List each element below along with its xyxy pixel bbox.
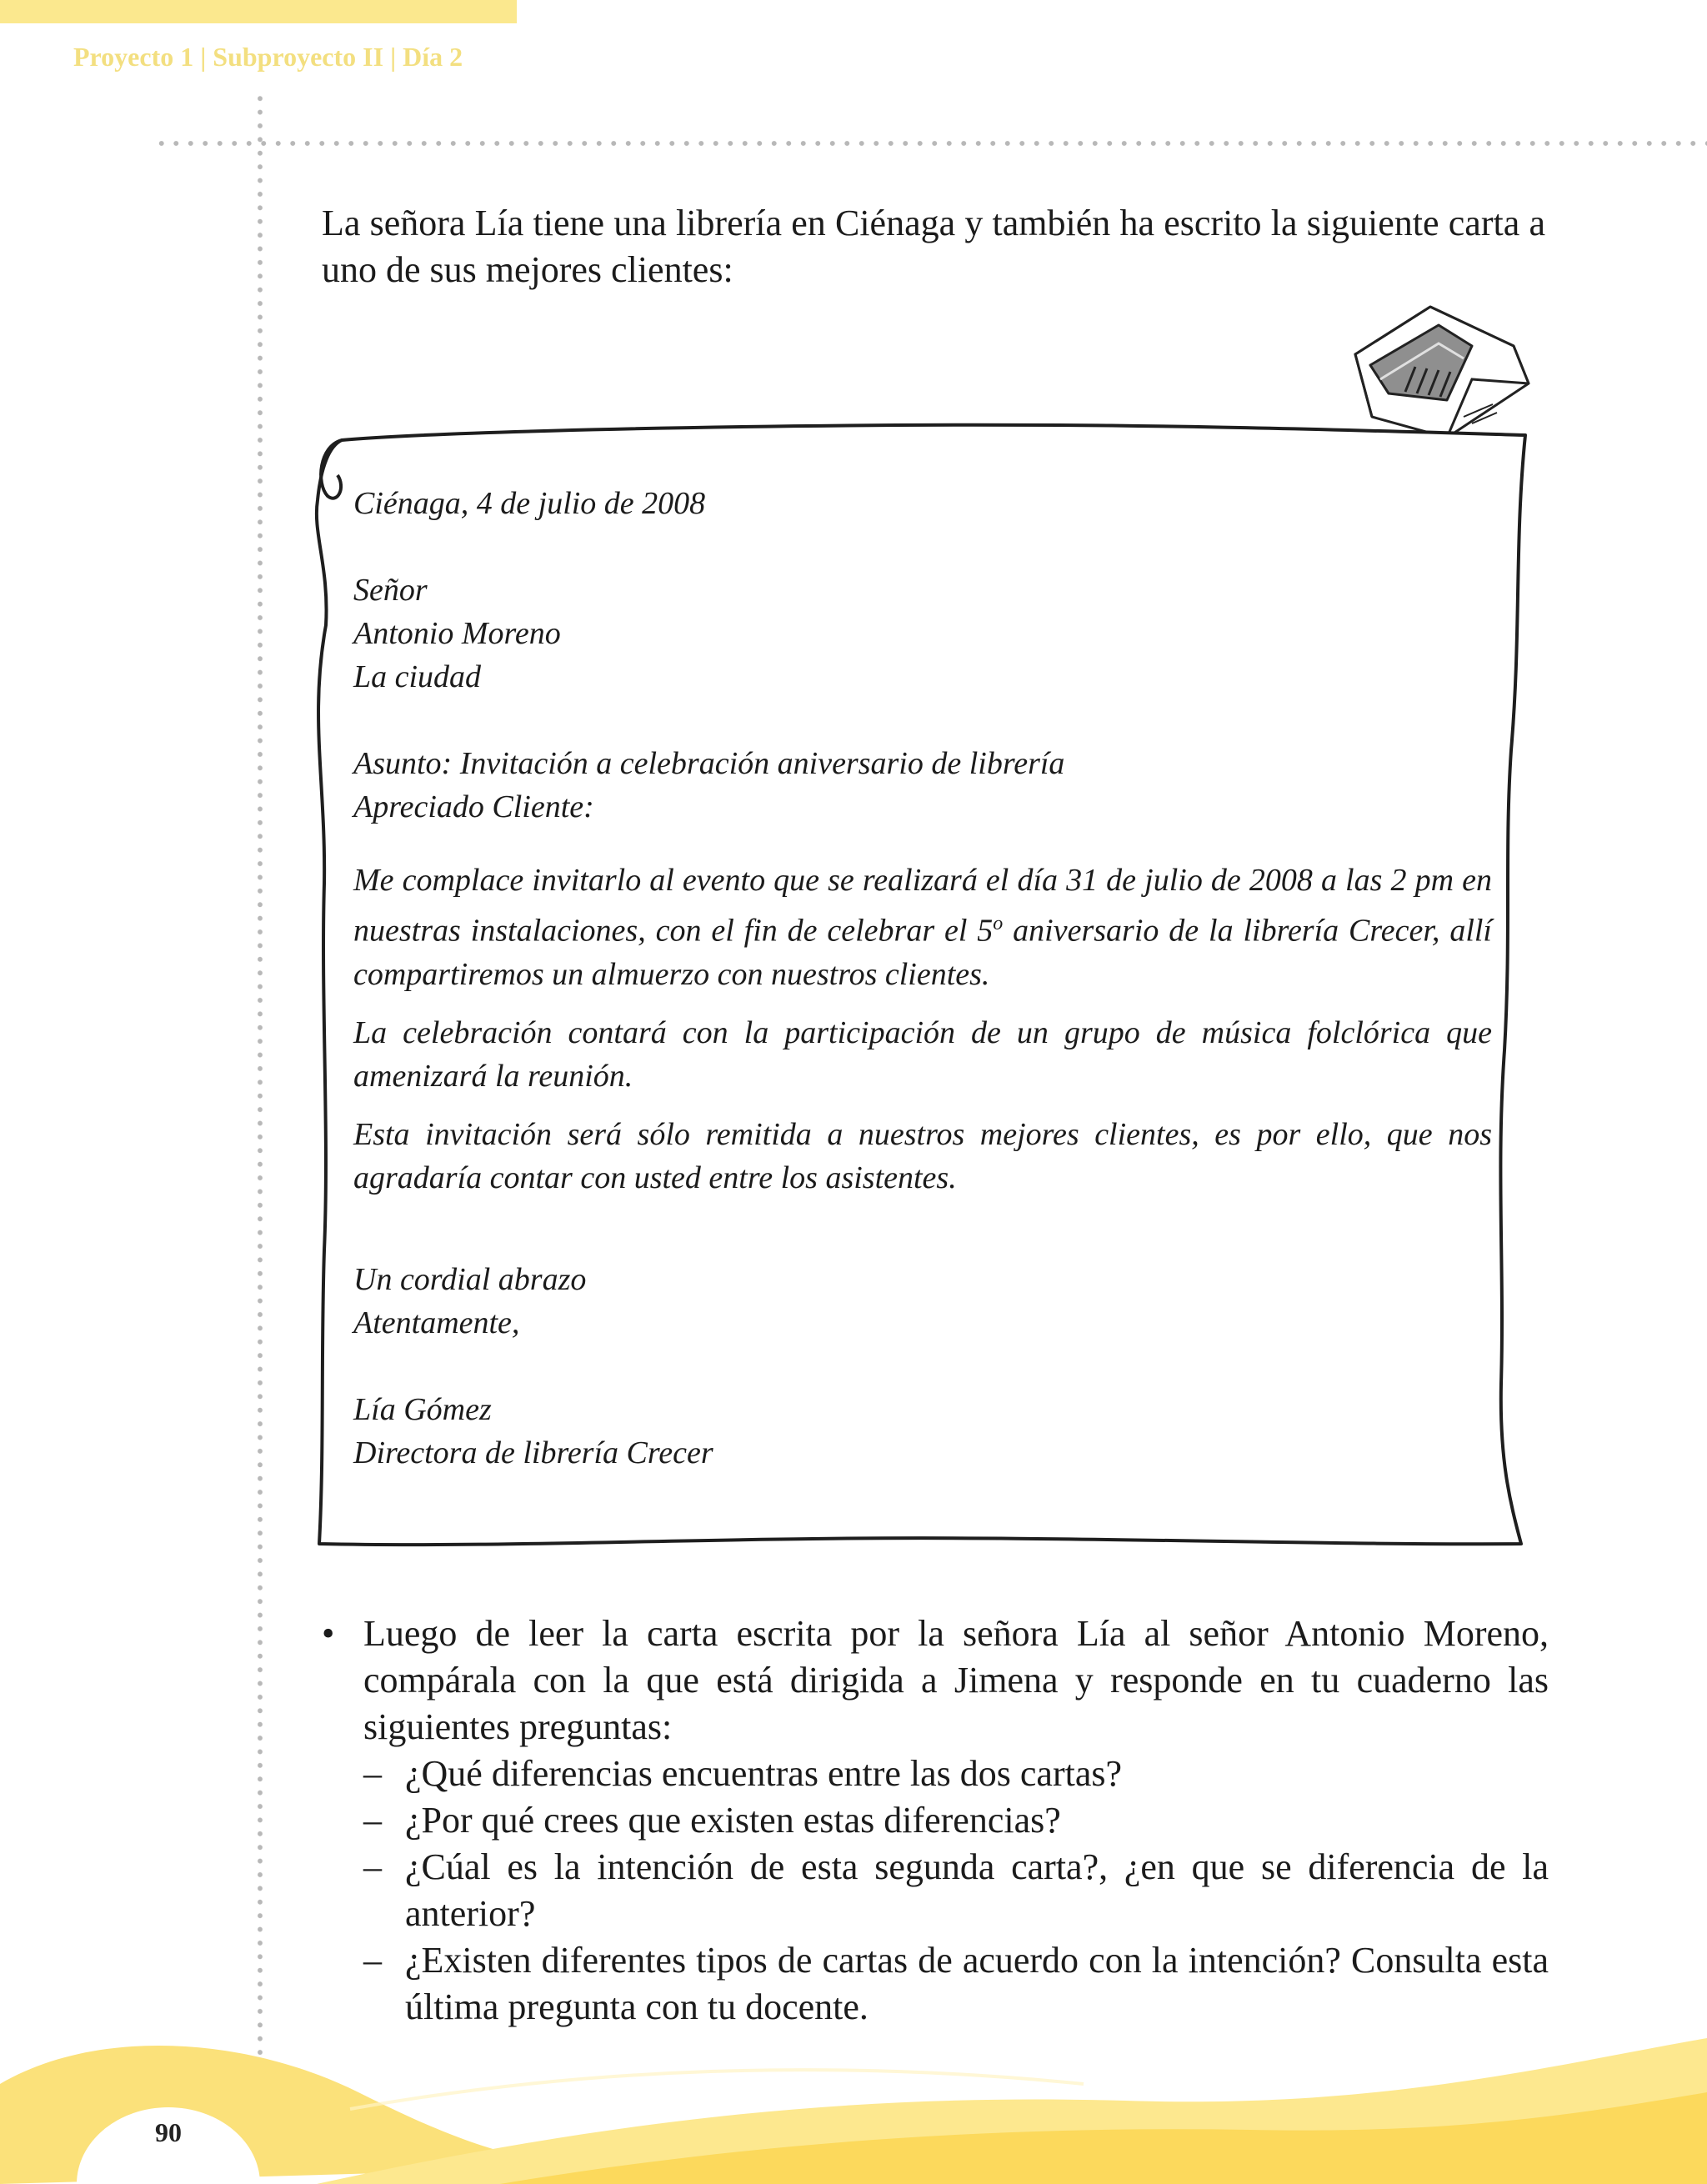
letter-recipient-line: Antonio Moreno xyxy=(353,616,561,651)
letter-signature-name: Lía Gómez xyxy=(353,1391,492,1427)
letter-paragraph: Me complace invitarlo al evento que se realizará el día 31 de julio de 2008 a las 2 pm en nuestras instalaciones, con el fin de celebrar el 5$^o$ aniversario de la librería Crecer, allí compartiremos un almuerzo con nuestros clientes. xyxy=(353,863,1492,992)
letter-salutation: Apreciado Cliente: xyxy=(353,789,594,824)
footer-wave-decoration xyxy=(0,2034,1707,2184)
letter-closing-line: Atentamente, xyxy=(353,1305,520,1340)
bullet-marker: • xyxy=(322,1613,335,1654)
dash-marker: – xyxy=(363,1800,382,1841)
intro-paragraph: La señora Lía tiene una librería en Ciénaga y también ha escrito la siguiente carta a uno de sus mejores clientes: xyxy=(322,203,1545,290)
letter xyxy=(353,482,1492,1475)
question-list xyxy=(322,1751,1549,2031)
questions-intro: • Luego de leer la carta escrita por la señora Lía al señor Antonio Moreno, compárala con la que está dirigida a Jimena y responde en tu cuaderno las siguientes preguntas: xyxy=(322,1610,1549,1751)
question-item: – ¿Cúal es la intención de esta segunda carta?, ¿en que se diferencia de la anterior? xyxy=(363,1844,1549,1937)
letter-paragraph: La celebración contará con la participación de un grupo de música folclórica que amenizará la reunión. xyxy=(353,1014,1492,1094)
question-item: – ¿Por qué crees que existen estas diferencias? xyxy=(363,1797,1549,1844)
dash-marker: – xyxy=(363,1846,382,1887)
letter-closing-line: Un cordial abrazo xyxy=(353,1261,587,1297)
letter-recipient-line: La ciudad xyxy=(353,659,482,694)
dotted-divider-horizontal xyxy=(154,141,1707,146)
question-item: – ¿Existen diferentes tipos de cartas de acuerdo con la intención? Consulta esta última pregunta con tu docente. xyxy=(363,1937,1549,2031)
letter-place-date: Ciénaga, 4 de julio de 2008 xyxy=(353,486,706,521)
letter-subject: Asunto: Invitación a celebración aniversario de librería xyxy=(353,746,1065,781)
questions-section xyxy=(322,1610,1549,2031)
dash-marker: – xyxy=(363,1753,382,1794)
page-number: 90 xyxy=(155,2117,182,2147)
question-item: – ¿Qué diferencias encuentras entre las dos cartas? xyxy=(363,1751,1549,1797)
letter-paragraph: Esta invitación será sólo remitida a nuestros mejores clientes, es por ello, que nos agradaría contar con usted entre los asistentes. xyxy=(353,1116,1492,1195)
dash-marker: – xyxy=(363,1940,382,1981)
letter-recipient-line: Señor xyxy=(353,573,428,608)
letter-signature-title: Directora de librería Crecer xyxy=(353,1435,713,1470)
project-header: Proyecto 1 | Subproyecto II | Día 2 xyxy=(73,42,463,72)
dotted-divider-vertical xyxy=(258,92,263,2076)
header-accent-bar xyxy=(0,0,517,23)
